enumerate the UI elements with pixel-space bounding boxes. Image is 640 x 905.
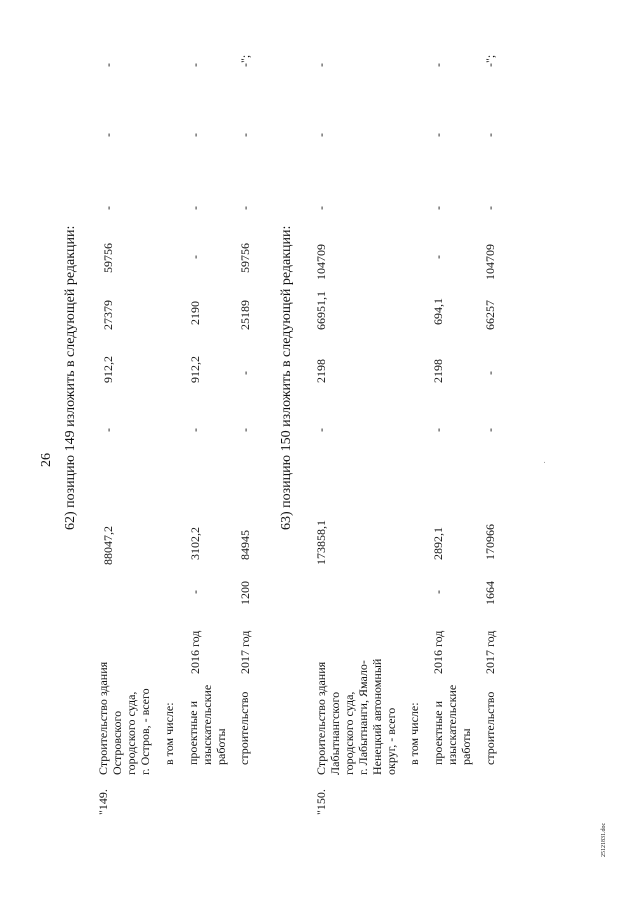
s1-r3-c9: - [238,206,252,210]
s2-r1-total: 173858,1 [314,520,328,565]
s2-r2-c5: - [431,428,445,432]
s2-r2-year: 2016 год [431,630,445,674]
s1-design-line: проектные и [186,700,200,765]
s2-r2-c7: 694,1 [431,298,445,325]
s2-r3-c4: 170966 [483,524,497,560]
s2-r2-c6: 2198 [431,359,445,383]
s1-r2-c11: - [188,63,202,67]
s2-r3-c10: - [483,133,497,137]
s2-design-line: проектные и [431,700,445,765]
s2-r1-c9: - [314,206,328,210]
s2-name-line: Лабытнангского [328,691,342,775]
s1-r2-c8: - [188,255,202,259]
s2-r3-c7: 66257 [483,300,497,330]
s2-design-line: работы [459,728,473,765]
s1-name-line: Строительство здания [96,661,110,775]
s1-r3-year: 2017 год [238,630,252,674]
s1-r2-year: 2016 год [188,630,202,674]
s2-design-line: изыскательские [445,684,459,765]
s1-r1-c5: - [101,428,115,432]
s1-r1-total: 88047,2 [101,526,115,565]
s1-r1-c11: - [101,63,115,67]
s1-r2-c9: - [188,206,202,210]
s1-name-line: Островского [110,710,124,775]
s1-r2-c7: 2190 [188,301,202,325]
s2-in-that: в том числе: [407,702,421,765]
s2-position-number: "150. [314,789,328,815]
s2-r2-c10: - [431,133,445,137]
s1-r3-c4: 84945 [238,530,252,560]
s1-r2-c3: - [188,590,202,594]
s2-name-line: г. Лабытнанги, Ямало- [356,660,370,775]
s2-name-line: городского суда, [342,691,356,775]
s1-r1-c9: - [101,206,115,210]
s1-r2-c5: - [188,428,202,432]
s2-name-line: округ, - всего [384,707,398,775]
speck: . [541,461,547,463]
s1-r1-c8: 59756 [101,243,115,273]
s2-r1-c6: 2198 [314,359,328,383]
s2-r3-c3: 1664 [483,581,497,605]
s2-r3-c6: - [483,371,497,375]
s1-design-line: изыскательские [200,684,214,765]
s1-r3-c10: - [238,133,252,137]
s2-name-line: Строительство здания [314,661,328,775]
s2-r1-c8: 104709 [314,244,328,280]
s1-r1-c6: 912,2 [101,356,115,383]
s1-r2-c6: 912,2 [188,356,202,383]
s1-r2-c4: 3102,2 [188,527,202,560]
s1-in-that: в том числе: [162,702,176,765]
s2-r1-c10: - [314,133,328,137]
s2-r3-year: 2017 год [483,630,497,674]
s1-design-line: работы [214,728,228,765]
s2-r2-c9: - [431,206,445,210]
s2-r2-c8: - [431,255,445,259]
page-number: 26 [39,453,54,467]
s1-r3-c11: -"; [238,54,252,67]
section2-heading: 63) позицию 150 изложить в следующей редакции: [279,225,294,530]
s1-r3-c7: 25189 [238,300,252,330]
s1-r3-c3: 1200 [238,581,252,605]
s2-r3-c8: 104709 [483,244,497,280]
section1-heading: 62) позицию 149 изложить в следующей редакции: [63,225,78,530]
s2-r1-c11: - [314,63,328,67]
s1-name-line: г. Остров, - всего [138,688,152,775]
s2-r3-c9: - [483,206,497,210]
s2-construction: строительство [483,691,497,765]
s2-r2-c4: 2892,1 [431,527,445,560]
s2-r2-c11: - [431,63,445,67]
s1-r3-c6: - [238,371,252,375]
s2-r2-c3: - [431,590,445,594]
s1-r2-c10: - [188,133,202,137]
s2-r3-c5: - [483,428,497,432]
s2-r1-c5: - [314,428,328,432]
s1-r1-c7: 27379 [101,300,115,330]
s2-name-line: Ненецкий автономный [370,658,384,775]
s1-construction: строительство [237,691,251,765]
s1-r3-c5: - [238,428,252,432]
s1-position-number: "149. [96,789,110,815]
s2-r3-c11: -"; [483,54,497,67]
footer-filename: 25121831.doc [601,822,607,857]
s2-r1-c7: 66951,1 [314,291,328,330]
s1-name-line: городского суда, [124,691,138,775]
s1-r3-c8: 59756 [238,243,252,273]
s1-r1-c10: - [101,133,115,137]
